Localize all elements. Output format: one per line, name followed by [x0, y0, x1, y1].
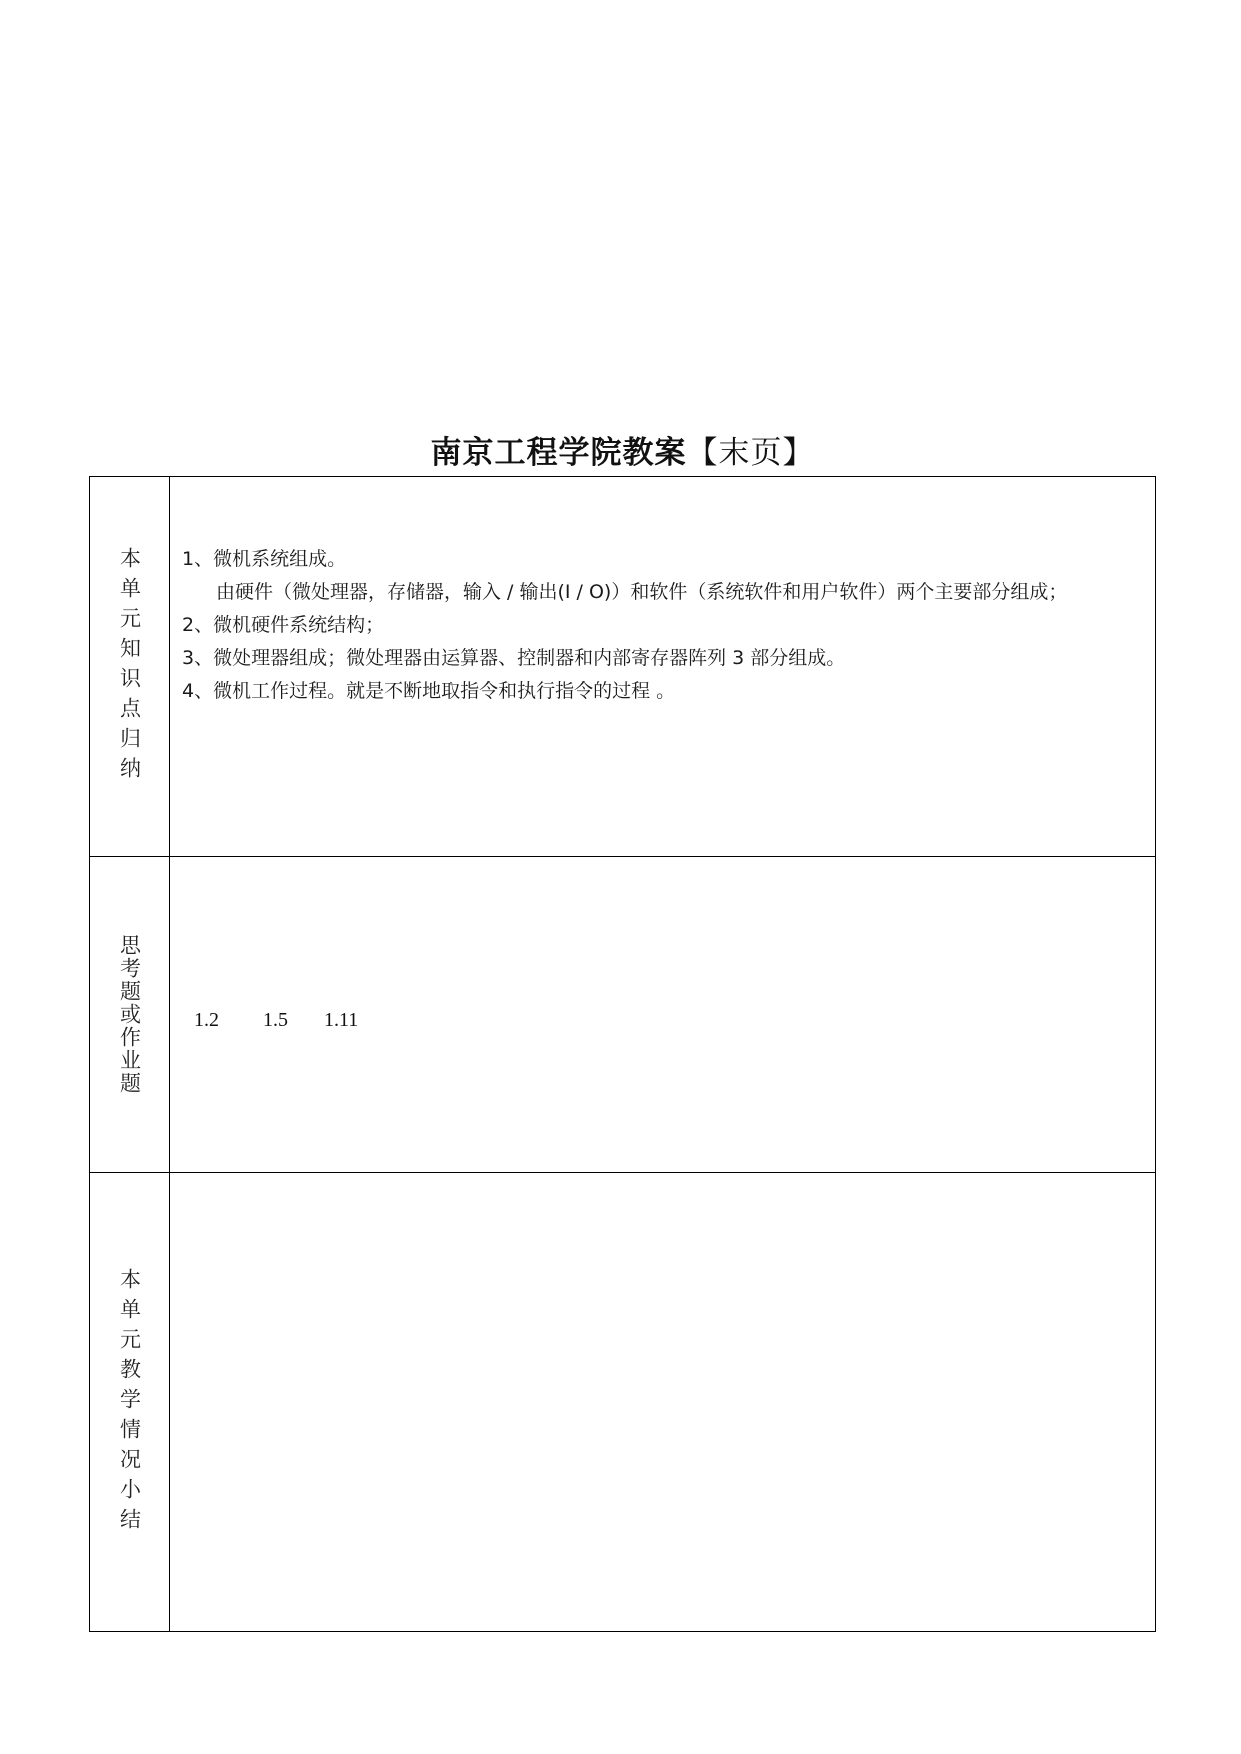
page-title-main: 南京工程学院教案: [430, 435, 687, 471]
homework-item: 1.5: [263, 1009, 288, 1031]
page-title-suffix: 【末页】: [686, 435, 815, 471]
knowledge-line-4: 3、微处理器组成；微处理器由运算器、控制器和内部寄存器阵列 3 部分组成。: [182, 647, 846, 669]
summary-row: [90, 1172, 1155, 1632]
homework-label: 思考题或作业题: [117, 934, 142, 1095]
lesson-plan-table: [89, 476, 1156, 1632]
knowledge-line-3: 2、微机硬件系统结构；: [182, 614, 385, 636]
homework-row: [90, 856, 1155, 1172]
knowledge-label-cell: [90, 477, 170, 856]
summary-label: 本单元教学情况小结: [117, 1267, 142, 1538]
summary-label-cell: [90, 1173, 170, 1632]
knowledge-label: 本单元知识点归纳: [117, 546, 142, 787]
homework-item: 1.11: [324, 1009, 359, 1031]
knowledge-line-1: 1、微机系统组成。: [182, 548, 347, 570]
summary-content: [170, 1173, 1155, 1632]
page-title: [89, 431, 1156, 475]
knowledge-line-2: 由硬件（微处理器，存储器，输入 / 输出(I / O)）和软件（系统软件和用户软件）两个主要部分组成；: [216, 581, 1068, 603]
knowledge-content: [170, 477, 1155, 856]
homework-content: [170, 857, 1155, 1172]
homework-list: [194, 1009, 402, 1032]
knowledge-line-5: 4、微机工作过程。就是不断地取指令和执行指令的过程 。: [182, 680, 676, 702]
homework-label-cell: [90, 857, 170, 1172]
homework-item: 1.2: [194, 1009, 219, 1031]
knowledge-row: [90, 477, 1155, 856]
